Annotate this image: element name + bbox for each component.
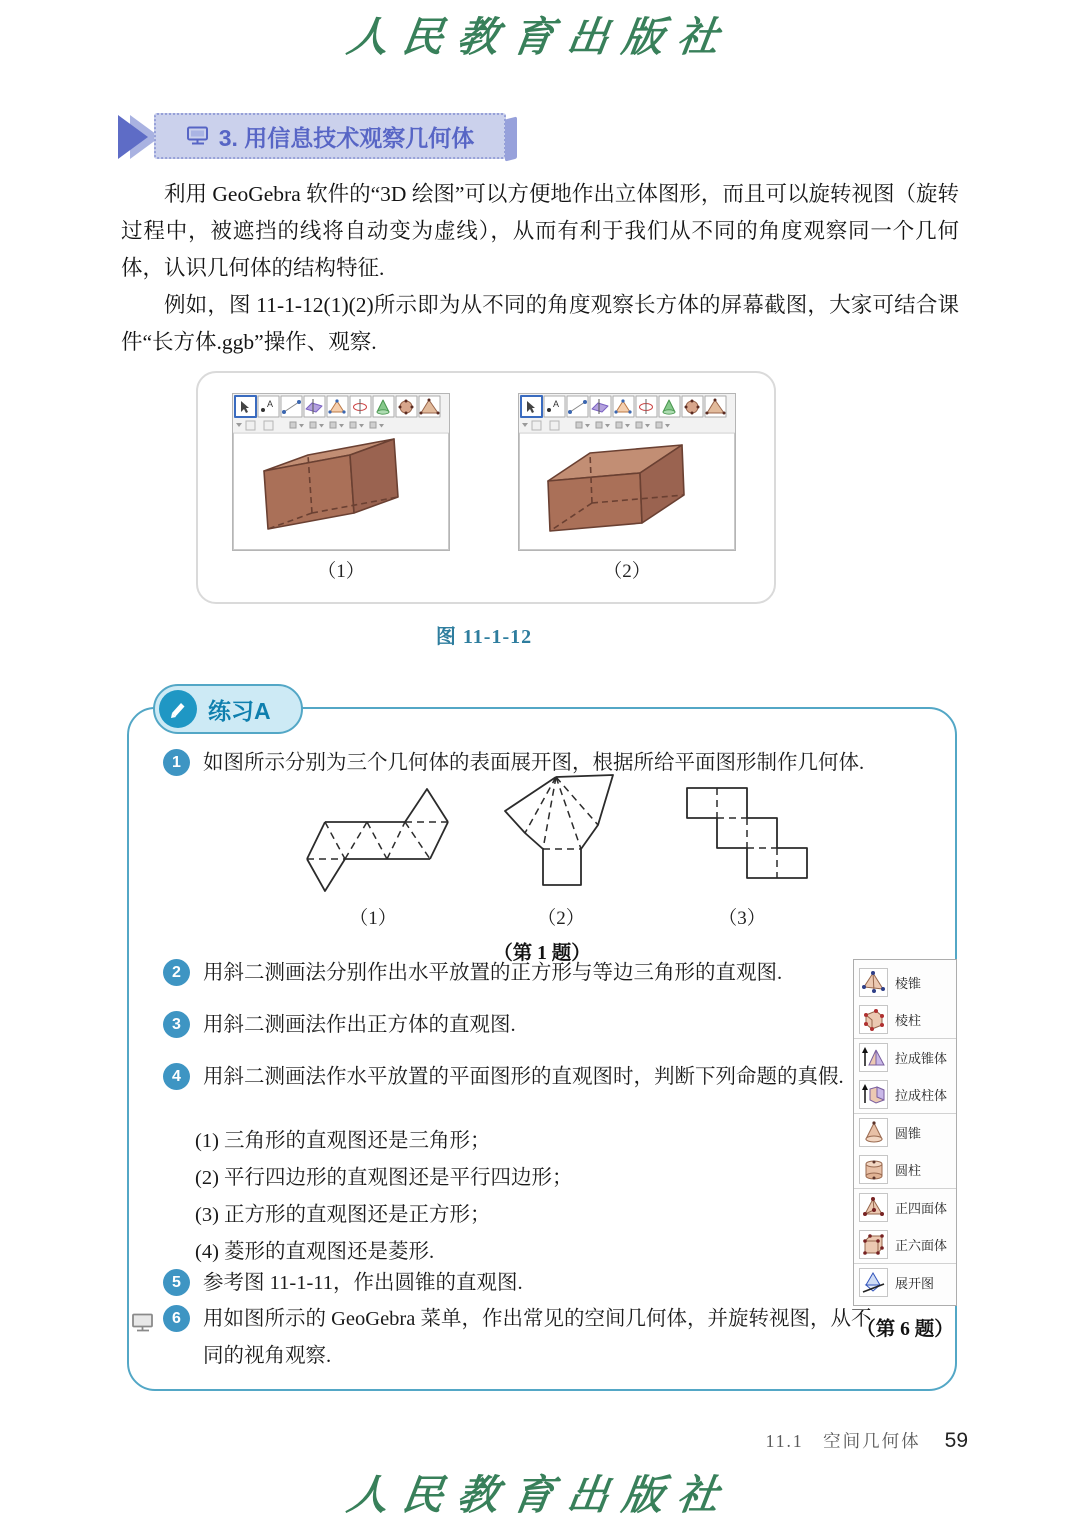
problem-6: [163, 1301, 879, 1375]
problem-6-number: 6: [163, 1305, 190, 1332]
problem-1-number: 1: [163, 749, 190, 776]
problem-2-text: 用斜二测画法分别作出水平放置的正方形与等边三角形的直观图.: [203, 962, 783, 984]
problem-3-number: 3: [163, 1011, 190, 1038]
geogebra-screenshot-1: [232, 393, 450, 551]
arrow-icon: [118, 115, 148, 159]
net-caption: （第 1 题）: [493, 943, 591, 964]
practice-a-badge: [153, 684, 303, 734]
menu-item-extrude-to-prism[interactable]: 拉成柱体: [854, 1076, 956, 1113]
geogebra-toolbar: [521, 396, 726, 417]
figure-sublabel-2: （2）: [603, 561, 651, 582]
problem-5-number: 5: [163, 1269, 190, 1296]
net-diagram-2: [501, 771, 621, 894]
net-label-3: （3）: [718, 908, 766, 929]
intro-paragraph-1: 利用 GeoGebra 软件的“3D 绘图”可以方便地作出立体图形，而且可以旋转视图（旋转过程中，被遮挡的线将自动变为虚线），从而有利于我们从不同的角度观察同一个几何体，认识几何体的结构特征.: [121, 182, 959, 280]
geogebra-toolbar: [235, 396, 440, 417]
menu-item-tetrahedron[interactable]: 正四面体: [854, 1188, 956, 1226]
pencil-icon: [159, 690, 197, 728]
section-title-banner: [154, 113, 506, 159]
net-diagram-1: [297, 777, 457, 902]
section-title: 3. 用信息技术观察几何体: [218, 124, 475, 151]
intro-text: [121, 176, 959, 361]
publisher-logo-text: 人民教育出版社: [343, 1472, 736, 1518]
intro-paragraph-2: 例如，图 11-1-12(1)(2)所示即为从不同的角度观察长方体的屏幕截图，大家可结合课件“长方体.ggb”操作、观察.: [121, 293, 959, 354]
problem-3: [163, 1007, 943, 1044]
svg-text:A: A: [267, 399, 274, 409]
monitor-icon: [186, 126, 210, 146]
cone-icon: [859, 1118, 888, 1147]
menu-item-pyramid[interactable]: 棱锥: [854, 964, 956, 1001]
prism-icon: [859, 1005, 888, 1034]
section-header: [118, 113, 538, 161]
problem-2: [163, 955, 943, 992]
problem-4-item-1: (1) 三角形的直观图还是三角形；: [195, 1130, 491, 1152]
footer-section-label: 11.1 空间几何体: [765, 1431, 921, 1451]
pyramid-icon: [859, 968, 888, 997]
footer-page-number: 59: [944, 1429, 968, 1452]
problem-5: [163, 1265, 883, 1302]
problem-4-item-3: (3) 正方形的直观图还是正方形；: [195, 1204, 491, 1226]
menu-item-cylinder[interactable]: 圆柱: [854, 1151, 956, 1188]
tetrahedron-icon: [859, 1193, 888, 1222]
monitor-icon: [131, 1309, 155, 1346]
geogebra-solids-menu: [853, 959, 957, 1306]
problem-4: [163, 1059, 915, 1096]
extrude-pyramid-icon: [859, 1043, 888, 1072]
geogebra-screenshot-2: [518, 393, 736, 551]
net-unfold-icon: [859, 1268, 888, 1297]
problem-2-number: 2: [163, 959, 190, 986]
menu-item-extrude-to-pyramid[interactable]: 拉成锥体: [854, 1038, 956, 1076]
problem-5-text: 参考图 11-1-11，作出圆锥的直观图.: [203, 1272, 523, 1294]
figure-sublabel-1: （1）: [317, 561, 365, 582]
problem-4-text: 用斜二测画法作水平放置的平面图形的直观图时，判断下列命题的真假.: [203, 1066, 844, 1088]
problem-4-item-2: (2) 平行四边形的直观图还是平行四边形；: [195, 1167, 573, 1189]
menu-item-hexahedron[interactable]: 正六面体: [854, 1226, 956, 1263]
publisher-logo-text: 人民教育出版社: [343, 14, 736, 60]
menu-item-cone[interactable]: 圆锥: [854, 1113, 956, 1151]
publisher-logo-top: [0, 4, 1080, 63]
cube-icon: [859, 1230, 888, 1259]
problem-4-number: 4: [163, 1063, 190, 1090]
figure-11-1-12-box: [196, 371, 776, 604]
extrude-prism-icon: [859, 1080, 888, 1109]
problem-6-text: 用如图所示的 GeoGebra 菜单，作出常见的空间几何体，并旋转视图，从不同的视角观察.: [203, 1308, 872, 1367]
svg-text:A: A: [553, 399, 560, 409]
practice-a-title: 练习A: [208, 697, 271, 724]
practice-a-box: [127, 697, 957, 1391]
problem-4-item-4: (4) 菱形的直观图还是菱形.: [195, 1241, 435, 1263]
net-diagram-3: [672, 783, 812, 888]
net-label-2: （2）: [537, 908, 585, 929]
menu-item-prism[interactable]: 棱柱: [854, 1001, 956, 1038]
problem-3-text: 用斜二测画法作出正方体的直观图.: [203, 1014, 516, 1036]
page-footer: [766, 1428, 968, 1453]
publisher-logo-bottom: [0, 1462, 1080, 1521]
menu-item-net[interactable]: 展开图: [854, 1263, 956, 1301]
menu-caption: （第 6 题）: [856, 1319, 954, 1340]
problem-4-subitems: [195, 1123, 573, 1271]
problem-1-text: 如图所示分别为三个几何体的表面展开图，根据所给平面图形制作几何体.: [203, 752, 865, 774]
figure-caption: 图 11-1-12: [435, 626, 533, 648]
net-label-1: （1）: [349, 908, 397, 929]
cylinder-icon: [859, 1155, 888, 1184]
